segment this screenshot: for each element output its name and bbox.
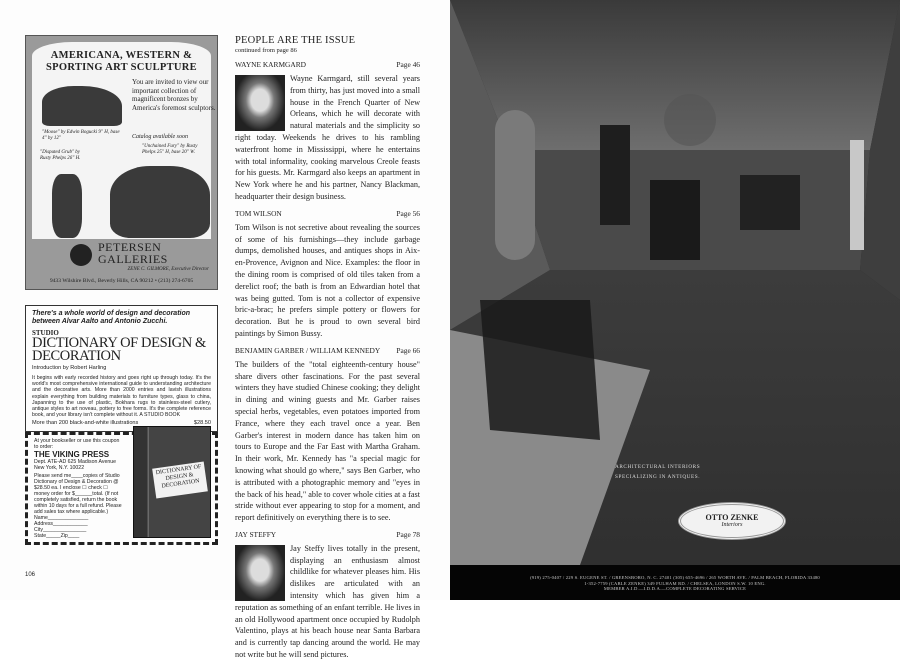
book-cover-image xyxy=(133,426,211,538)
catalog-note: Catalog available soon xyxy=(132,134,188,140)
section-name: BENJAMIN GARBER / WILLIAM KENNEDY xyxy=(235,345,381,355)
gallery-name: PETERSEN GALLERIES xyxy=(98,240,168,266)
book-title: DICTIONARY OF DESIGN & DECORATION xyxy=(32,335,206,364)
otto-zenke-ad-page xyxy=(450,0,900,600)
footer-line: 1-352-7759 (CABLE ZENKE) 349 FULHAM RD. / CHELSEA, LONDON S.W. 10 ENG. xyxy=(584,580,766,586)
section-karmgard xyxy=(235,60,420,203)
price: $28.50 xyxy=(193,420,211,427)
section-text: Tom Wilson is not secretive about revealing the sources of some of his furnishings—they include garbage dumps, demolished houses, and antiques shops in Aix-en-Provence, Avignon and Nice. Examples: the floor in the dining room is comprised of old tiles taken from a derelict roof; the bath is from an Edwardian hotel that was being gutted. Tom is not a collector of expensive bric-a-brac; he prefers simple pottery or flowers for decoration. But he is proud to own several bird paintings by Simon Bussy. xyxy=(235,222,420,338)
interior-photo xyxy=(450,0,900,600)
section-name: WAYNE KARMGARD xyxy=(235,60,306,69)
section-garber-kennedy xyxy=(235,346,420,524)
section-page: Page 78 xyxy=(396,529,420,539)
order-coupon[interactable] xyxy=(25,432,218,545)
page-number: 106 xyxy=(25,572,36,578)
article-title: PEOPLE ARE THE ISSUE xyxy=(235,35,356,46)
section-text: The builders of the "total eighteenth-century house" share divers other fascinations. For the past several winters they have studied Chinese cooking; they delight in dining and wining guests and Mr. Garber raises special herbs, vegetables, even potatoes imported from France, where they each travel once a year. Ben Garber's interest in modern dance has taken him on tours to Europe and the Far East with Martha Graham. In their work, Mr. Kennedy has "a special magic for knowing what should go where," says Ben Garber, who is attributed with a photographic memory and "eyes in the back of his head," able to cover whole cities at a fast stride without ever appearing to stop for a moment, and report definitively on everything there is to see. xyxy=(235,359,420,523)
caption: "Unchained Fury" by Rusty Phelps 25" H, base 20" W. xyxy=(142,144,198,155)
field-address[interactable]: Address____________ xyxy=(34,521,88,528)
gallery-address: 9433 Wilshire Blvd., Beverly Hills, CA 90212 • (213) 274-6705 xyxy=(49,278,194,284)
left-page xyxy=(0,0,450,660)
illustrations: More than 200 black-and-white illustrations xyxy=(32,420,139,427)
publisher-address: Dept. ATE-AD 625 Madison Avenue New York, N.Y. 10022 xyxy=(34,459,116,472)
section-name: JAY STEFFY xyxy=(235,529,277,539)
portrait-photo xyxy=(235,545,285,601)
moose-sculpture-image xyxy=(42,86,122,126)
eagle-sculpture-image xyxy=(52,174,82,238)
section-text: Jay Steffy lives totally in the present, displaying an enthusiasm almost childlike for whatever pleases him. His dislikes are articulated with an intensity which has given him a reputation as something of an enfant terrible. He lives in an old Hollywood apartment once occupied by Rudolph Valentino, plays at his beach house near Santa Barbara and is currently tap dancing around the world. He may not write but he will send pictures. xyxy=(235,543,420,660)
ad-body: It begins with early recorded history and goes right up through today. It's the world's most comprehensive international guide to understanding architecture and the decorative arts. More than 2000 entries and lavish illustrations explain everything from building materials to furniture types, glass to china, Japanning to the use of plastic, Bokhara rugs to stainless-steel cutlery, antique styles to art noveau, pottery to free forms. It's the complete reference book, and your library isn't complete without it. A STUDIO BOOK xyxy=(32,375,211,419)
publisher: THE VIKING PRESS xyxy=(34,450,110,460)
invite-text: You are invited to view our important collection of magnificent bronzes by America's foremost sculptors. xyxy=(132,78,216,112)
footer-line: MEMBER A.I.D.—I.D.D.A.—COMPLETE DECORATING SERVICE xyxy=(603,586,747,591)
intro: Introduction by Robert Harling xyxy=(32,365,107,371)
gallery-logo xyxy=(70,244,92,266)
zenke-contact-footer xyxy=(450,565,900,600)
field-state-zip[interactable]: State_____Zip____ xyxy=(34,533,80,540)
article-column xyxy=(235,35,420,661)
caption: "Disputed Grub" by Rusty Phelps 26" H. xyxy=(40,150,81,161)
footer-line: (919) 275-0407 / 229 S. EUGENE ST. / GREENSBORO, N. C. 27401 (305) 655-4696 / 265 WORTH AVE. / PALM BEACH, FLORIDA 33480 xyxy=(530,575,820,580)
continued-note: continued from page 86 xyxy=(235,47,297,54)
coupon-intro: At your bookseller or use this coupon to order: xyxy=(34,438,120,451)
studio-label: STUDIO xyxy=(32,329,59,337)
book-cover-title: DICTIONARY OF DESIGN & DECORATION xyxy=(152,462,208,499)
tagline: There's a whole world of design and decoration between Alvar Aalto and Antonio Zucchi. xyxy=(32,310,191,325)
otto-zenke-logo: OTTO ZENKE Interiors xyxy=(678,502,786,540)
order-text: Please send me____copies of Studio Dictionary of Design & Decoration @ $28.50 ea. I enclose ☐ check ☐ money order for $______total. (If not completely satisfied, return the book within 10 days for a full refund. Please add sales tax where applicable.) xyxy=(34,473,122,516)
ad-headline: AMERICANA, WESTERN & SPORTING ART SCULPTURE xyxy=(46,50,197,73)
section-name: TOM WILSON xyxy=(235,208,282,218)
field-city[interactable]: City_______________ xyxy=(34,527,87,534)
caption: "Moose" by Edwin Bogucki 9" H, base 4" by 12" xyxy=(42,130,120,141)
section-wilson xyxy=(235,209,420,340)
section-page: Page 66 xyxy=(396,345,420,355)
section-text: Wayne Karmgard, still several years from thirty, has just moved into a small house in the French Quarter of New Orleans, which he will decorate with natural materials and the simplicity so right today. Weekends he drives to his rambling waterfront home in Mississippi, where he entertains with total informality, cooking marvelous Creole feasts for his guests. Mr. Karmgard also keeps an apartment in New York where he and his partner, Nancy Blackman, headquarter their design business. xyxy=(235,74,420,201)
section-steffy xyxy=(235,530,420,661)
zenke-slogan: ARCHITECTURAL INTERIORS SPECIALIZING IN ANTIQUES. xyxy=(615,464,701,480)
fury-sculpture-image xyxy=(110,166,210,238)
section-page: Page 46 xyxy=(396,60,420,69)
viking-press-ad xyxy=(25,305,218,555)
petersen-galleries-ad xyxy=(25,35,218,290)
field-name[interactable]: Name______________ xyxy=(34,515,89,522)
portrait-photo xyxy=(235,75,285,131)
director: ZENE C. GILMORE, Executive Director xyxy=(127,267,209,272)
section-page: Page 56 xyxy=(396,208,420,218)
